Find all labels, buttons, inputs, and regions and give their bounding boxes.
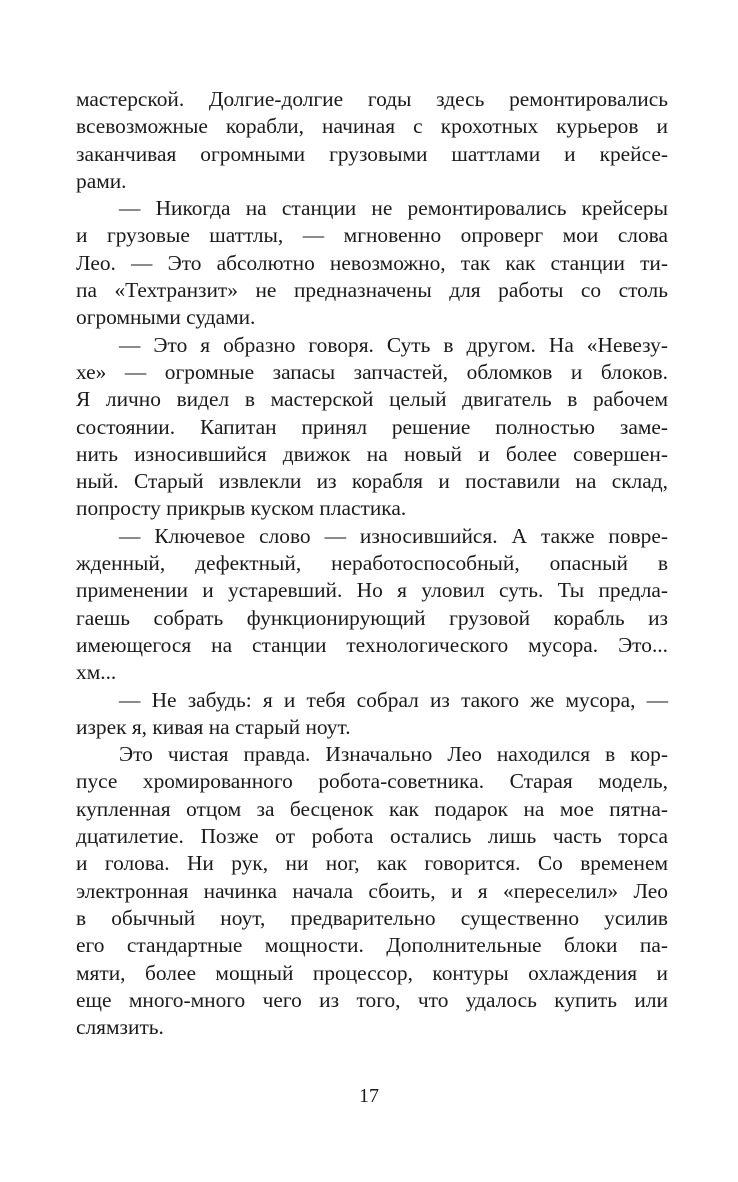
- text-line: рами.: [76, 168, 127, 193]
- text-line: всевозможные корабли, начиная с крохотных курьеров и: [76, 114, 668, 139]
- page-body: [76, 86, 668, 1041]
- text-line: имеющегося на станции технологического мусора. Это...: [76, 632, 668, 657]
- text-line: Это чистая правда. Изначально Лео находился в кор-: [119, 742, 668, 767]
- text-line: заканчивая огромными грузовыми шаттлами и крейсе-: [76, 141, 668, 166]
- text-line: гаешь собрать функционирующий грузовой корабль из: [76, 605, 668, 630]
- text-line: купленная отцом за бесценок как подарок на мое пятна-: [76, 796, 668, 821]
- text-line: его стандартные мощности. Дополнительные блоки па-: [76, 933, 668, 958]
- text-line: ный. Старый извлекли из корабля и поставили на склад,: [76, 469, 668, 494]
- text-line: па «Техтранзит» не предназначены для работы со столь: [76, 278, 668, 303]
- text-line: — Не забудь: я и тебя собрал из такого же мусора, —: [119, 687, 668, 712]
- text-line: и голова. Ни рук, ни ног, как говорится. Со временем: [76, 851, 668, 876]
- text-line: — Никогда на станции не ремонтировались крейсеры: [119, 196, 668, 221]
- text-line: — Это я образно говоря. Суть в другом. На «Невезу-: [119, 332, 668, 357]
- paragraph-4: [76, 523, 668, 687]
- text-line: мастерской. Долгие-долгие годы здесь ремонтировались: [76, 87, 668, 111]
- text-line: применении и устаревший. Но я уловил суть. Ты предла-: [76, 578, 668, 603]
- text-line: нить износившийся движок на новый и более совершен-: [76, 441, 668, 466]
- text-line: попросту прикрыв куском пластика.: [76, 496, 407, 521]
- text-line: жденный, дефектный, неработоспособный, опасный в: [76, 551, 668, 576]
- paragraph-3: [76, 332, 668, 523]
- text-line: в обычный ноут, предварительно существенно усилив: [76, 905, 668, 930]
- text-line: хм...: [76, 660, 117, 685]
- text-line: состоянии. Капитан принял решение полностью заме-: [76, 414, 668, 439]
- text-line: электронная начинка начала сбоить, и я «переселил» Лео: [76, 878, 668, 903]
- page-number: 17: [359, 1085, 379, 1107]
- paragraph-5: [76, 687, 668, 742]
- text-line: пусе хромированного робота-советника. Старая модель,: [76, 769, 668, 794]
- text-line: хе» — огромные запасы запчастей, обломков и блоков.: [76, 359, 668, 384]
- paragraph-6: [76, 741, 668, 1041]
- text-line: Лео. — Это абсолютно невозможно, так как станции ти-: [76, 250, 668, 275]
- paragraph-2: [76, 195, 668, 331]
- text-line: — Ключевое слово — износившийся. А также повре-: [119, 523, 668, 548]
- text-line: еще много-много чего из того, что удалось купить или: [76, 987, 668, 1012]
- paragraph-1: [76, 86, 668, 195]
- text-line: мяти, более мощный процессор, контуры охлаждения и: [76, 960, 668, 985]
- text-line: Я лично видел в мастерской целый двигатель в рабочем: [76, 387, 668, 412]
- text-line: дцатилетие. Позже от робота остались лишь часть торса: [76, 824, 668, 849]
- text-line: слямзить.: [76, 1015, 164, 1040]
- text-line: изрек я, кивая на старый ноут.: [76, 714, 351, 739]
- text-line: и грузовые шаттлы, — мгновенно опроверг мои слова: [76, 223, 668, 248]
- text-line: огромными судами.: [76, 305, 256, 330]
